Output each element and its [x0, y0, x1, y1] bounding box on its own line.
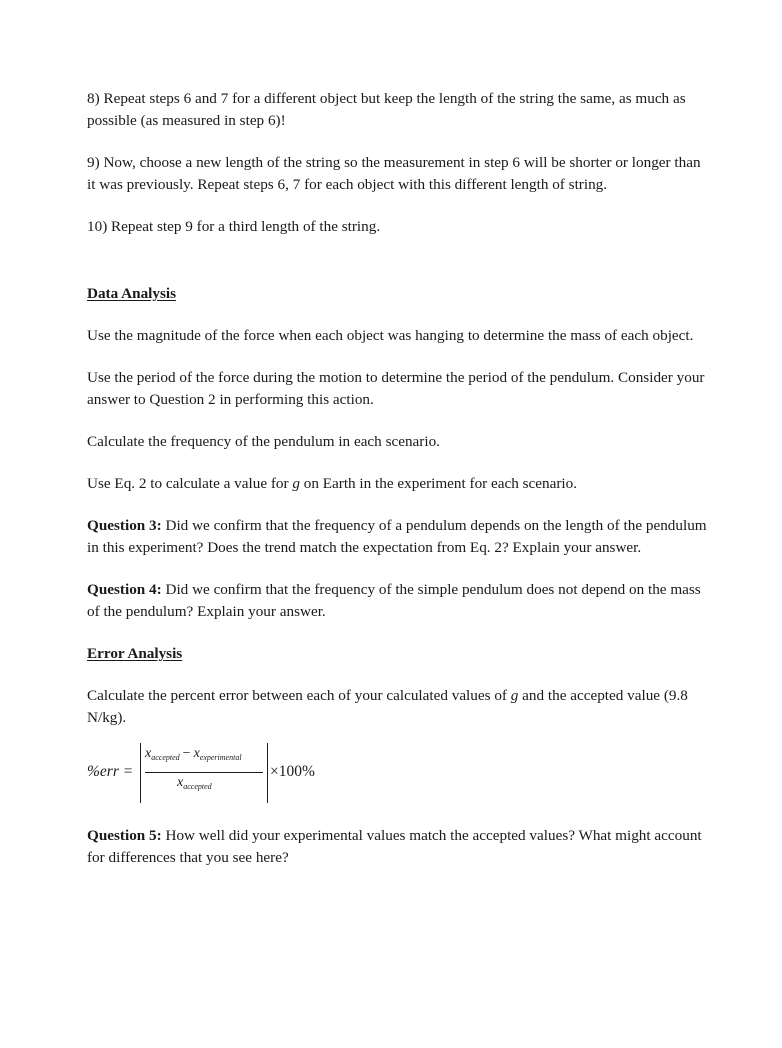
question-3-label: Question 3:: [87, 517, 162, 534]
question-3-text: Did we confirm that the frequency of a pendulum depends on the length of the pendulum in this experiment? Does the trend match the expectation from Eq. 2? Explain your answer.: [87, 517, 707, 556]
step-9: 9) Now, choose a new length of the string so the measurement in step 6 will be shorter or longer than it was previously. Repeat steps 6, 7 for each object with this different length of string.: [87, 154, 701, 193]
formula-rhs: ×100%: [270, 763, 315, 780]
data-analysis-para-3: Calculate the frequency of the pendulum in each scenario.: [87, 433, 440, 450]
question-4: [87, 579, 712, 623]
error-analysis-heading: Error Analysis: [87, 645, 183, 662]
data-analysis-heading: Data Analysis: [87, 285, 177, 302]
question-5-label: Question 5:: [87, 827, 162, 844]
formula-num-sub1: accepted: [151, 753, 180, 762]
data-analysis-para-4: [87, 473, 712, 495]
question-3: [87, 515, 712, 559]
document-page: [87, 88, 712, 869]
data-analysis-para-2: Use the period of the force during the motion to determine the period of the pendulum. Consider your answer to Question 2 in performing this action.: [87, 369, 705, 408]
formula-minus: −: [182, 746, 191, 761]
formula-den-sub: accepted: [183, 782, 212, 791]
step-8: 8) Repeat steps 6 and 7 for a different object but keep the length of the string the same, as much as possible (as measured in step 6)!: [87, 90, 686, 129]
formula-num-x1: x: [145, 746, 152, 761]
question-4-text: Did we confirm that the frequency of the simple pendulum does not depend on the mass of the pendulum? Explain your answer.: [87, 581, 701, 620]
para-4-text-post: on Earth in the experiment for each scenario.: [299, 475, 578, 492]
formula-fraction-bar: [145, 772, 263, 773]
formula-num-x2: x: [193, 746, 200, 761]
percent-error-formula: [87, 743, 712, 805]
step-10: 10) Repeat step 9 for a third length of the string.: [87, 218, 381, 235]
para-4-variable-g: g: [292, 475, 300, 492]
question-5-text: How well did your experimental values match the accepted values? What might account for differences that you see here?: [87, 827, 702, 866]
formula-den-x: x: [177, 775, 184, 790]
para-4-text-pre: Use Eq. 2 to calculate a value for: [87, 475, 293, 492]
error-analysis-para-1: [87, 685, 712, 729]
formula-absolute-value: [140, 743, 268, 803]
error-para-text-post: and the accepted value (9.8 N/kg).: [87, 687, 688, 726]
formula-lhs: %err =: [87, 763, 134, 780]
error-para-variable-g: g: [510, 687, 519, 704]
question-5: [87, 825, 712, 869]
formula-num-sub2: experimental: [199, 753, 242, 762]
data-analysis-para-1: Use the magnitude of the force when each object was hanging to determine the mass of each object.: [87, 327, 694, 344]
formula-denominator: [177, 775, 212, 791]
error-para-text-pre: Calculate the percent error between each of your calculated values of: [87, 687, 511, 704]
formula-numerator: [145, 746, 242, 762]
question-4-label: Question 4:: [87, 581, 162, 598]
